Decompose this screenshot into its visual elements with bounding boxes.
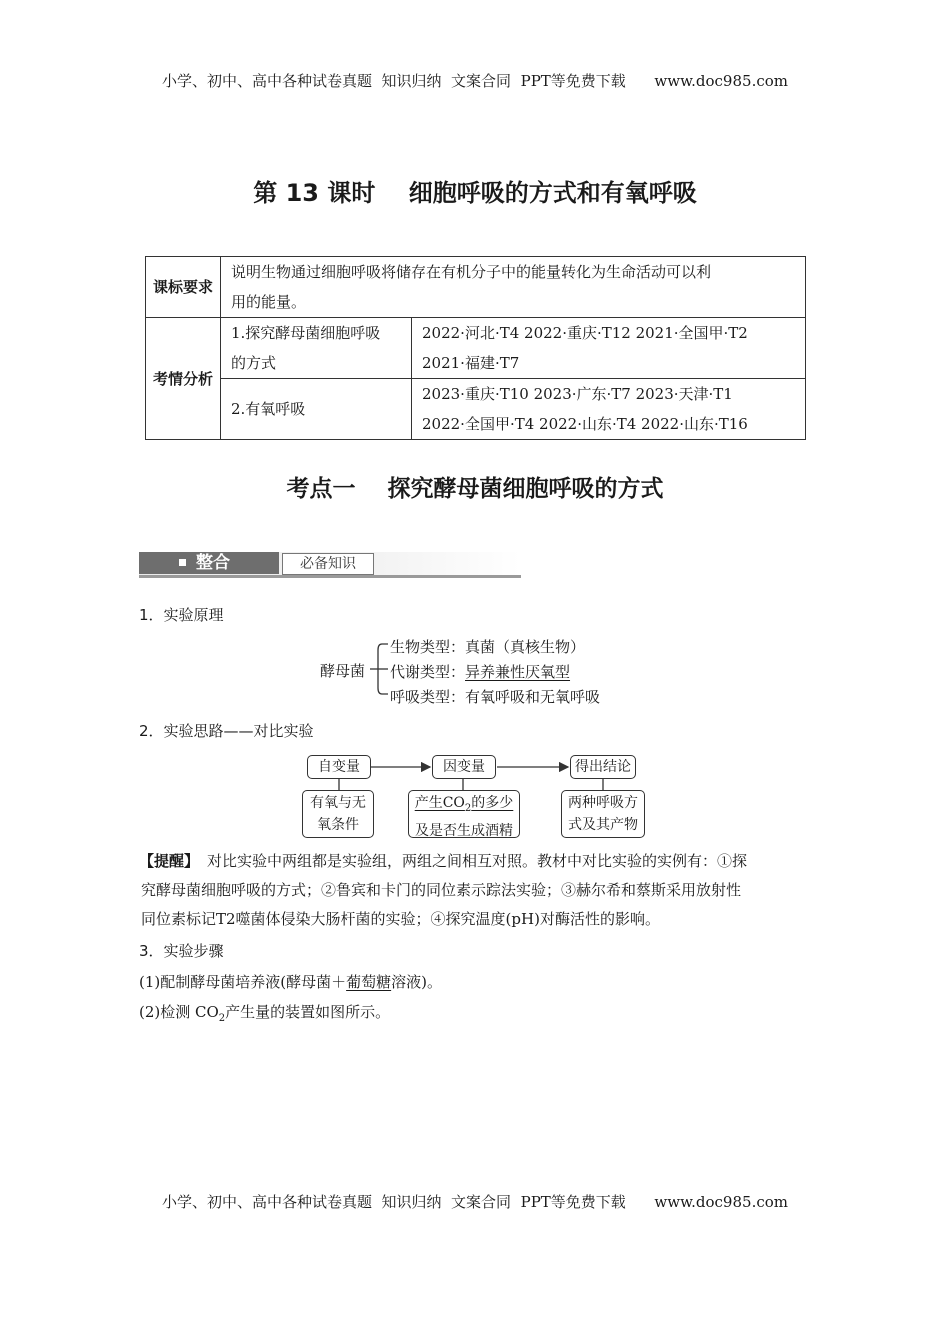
tip-text: 对比实验中两组都是实验组，两组之间相互对照。教材中对比实验的实例有：①探 [207, 852, 748, 870]
section-title: 考点一 探究酵母菌细胞呼吸的方式 [286, 476, 664, 502]
principle-item [390, 636, 585, 657]
section-banner [139, 552, 521, 578]
table-header-cell: 课标要求 [146, 257, 221, 318]
detail-line: 氧条件 [317, 817, 359, 833]
step-text: 产生量的装置如图所示。 [225, 1003, 391, 1021]
table-cell [412, 318, 806, 379]
step-text: 溶液)。 [391, 973, 442, 991]
approach-heading: 2．实验思路——对比实验 [139, 722, 314, 740]
square-bullet-icon [179, 559, 186, 566]
topic-line: 1.探究酵母菌细胞呼吸 [231, 324, 381, 342]
detail-text: 的多少 [471, 795, 514, 811]
detail-line [409, 792, 519, 820]
table-row [146, 318, 806, 379]
step-text: (1)配制酵母菌培养液(酵母菌＋ [139, 973, 347, 991]
variable-box: 自变量 [307, 755, 371, 779]
table-row [146, 257, 806, 318]
exam-line: 2022·全国甲·T4 2022·山东·T4 2022·山东·T16 [422, 415, 748, 433]
item-value: 有氧呼吸和无氧呼吸 [465, 688, 601, 706]
banner-sub: 必备知识 [282, 553, 374, 575]
tip-label: 【提醒】 [139, 852, 200, 870]
table-cell [221, 257, 806, 318]
exam-line: 2022·河北·T4 2022·重庆·T12 2021·全国甲·T2 [422, 324, 748, 342]
requirement-line: 说明生物通过细胞呼吸将储存在有机分子中的能量转化为生命活动可以利 [231, 263, 712, 281]
detail-line: 式及其产物 [568, 817, 638, 833]
item-label: 生物类型： [390, 638, 466, 656]
banner-underline [139, 575, 521, 578]
tip-line: 究酵母菌细胞呼吸的方式；②鲁宾和卡门的同位素示踪法实验；③赫尔希和蔡斯采用放射性 [141, 881, 742, 899]
tip-block [139, 847, 819, 934]
variable-box: 得出结论 [570, 755, 636, 779]
exam-line: 2021·福建·T7 [422, 354, 520, 372]
detail-box [302, 790, 374, 838]
exam-line: 2023·重庆·T10 2023·广东·T7 2023·天津·T1 [422, 385, 733, 403]
item-label: 代谢类型： [390, 663, 466, 681]
detail-line: 两种呼吸方 [568, 795, 638, 811]
page-footer: 小学、初中、高中各种试卷真题 知识归纳 文案合同 PPT等免费下载 www.doc985.com [161, 1193, 788, 1211]
principle-item [390, 686, 600, 707]
detail-box [561, 790, 645, 838]
item-value: 真菌（真核生物） [465, 638, 586, 656]
banner-main-label: 整合 [196, 553, 230, 573]
page-header: 小学、初中、高中各种试卷真题 知识归纳 文案合同 PPT等免费下载 www.doc985.com [161, 72, 788, 90]
subscript: 2 [464, 802, 472, 814]
table-cell [221, 318, 412, 379]
detail-line: 及是否生成酒精 [415, 822, 513, 839]
table-cell: 2.有氧呼吸 [221, 379, 412, 440]
tip-line: 同位素标记T2噬菌体侵染大肠杆菌的实验；④探究温度(pH)对酶活性的影响。 [141, 910, 660, 928]
subscript: 2 [218, 1013, 226, 1024]
steps-heading: 3．实验步骤 [139, 942, 224, 960]
page-title: 第 13 课时 细胞呼吸的方式和有氧呼吸 [253, 179, 697, 207]
principle-heading: 1．实验原理 [139, 606, 224, 624]
detail-box [408, 790, 520, 838]
banner-main [139, 552, 279, 574]
requirements-table [145, 256, 806, 440]
detail-text: 产生CO [414, 795, 465, 811]
step-text: 葡萄糖 [346, 973, 392, 991]
table-cell [412, 379, 806, 440]
step-text: (2)检测 CO [139, 1003, 219, 1021]
tip-line [139, 847, 819, 876]
principle-root: 酵母菌 [320, 662, 366, 680]
item-label: 呼吸类型： [390, 688, 466, 706]
table-header-cell: 考情分析 [146, 318, 221, 440]
step-item [139, 1001, 390, 1024]
item-value: 异养兼性厌氧型 [465, 663, 571, 681]
principle-item [390, 661, 570, 682]
detail-line: 有氧与无 [310, 795, 366, 811]
requirement-line: 用的能量。 [231, 293, 307, 311]
variable-box: 因变量 [432, 755, 496, 779]
table-row [146, 379, 806, 440]
step-item [139, 971, 442, 992]
topic-line: 的方式 [231, 354, 277, 372]
